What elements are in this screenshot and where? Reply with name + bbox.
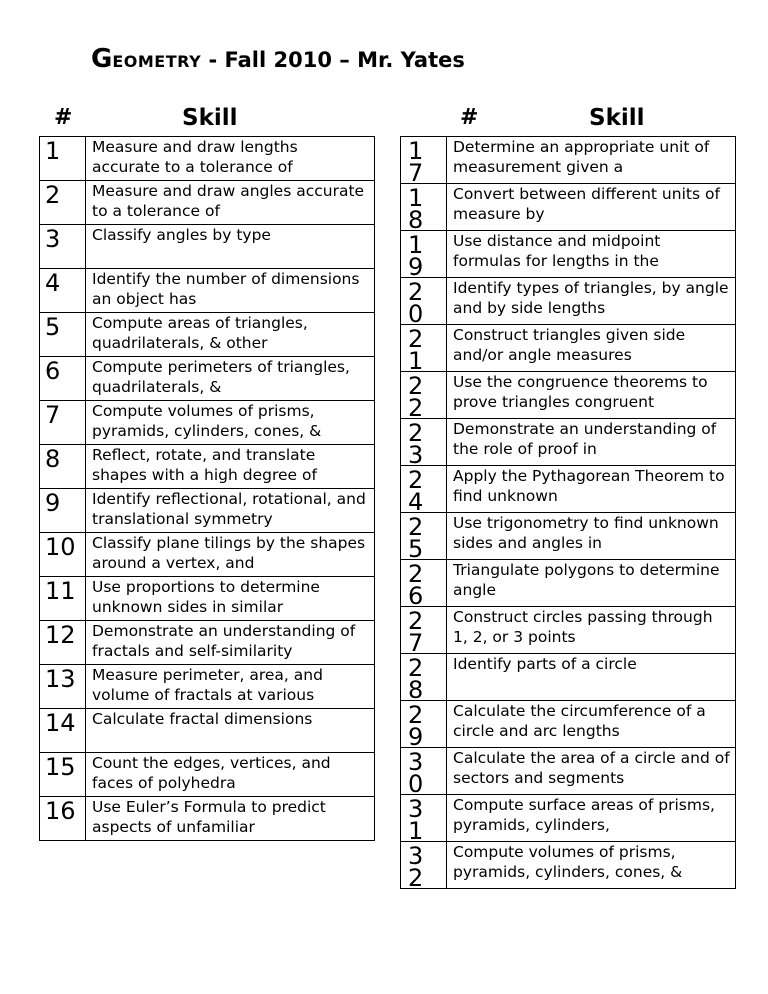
skill-row [40, 533, 375, 577]
skill-description-cell [86, 577, 375, 621]
skill-row [40, 357, 375, 401]
skill-number-cell [401, 231, 447, 278]
skill-row [40, 753, 375, 797]
skill-row [401, 184, 736, 231]
skill-description: Calculate fractal dimensions [92, 710, 313, 728]
skill-description-cell [86, 357, 375, 401]
skill-number: 2 [45, 181, 61, 209]
skill-description-cell [447, 466, 736, 513]
skill-row [401, 842, 736, 889]
skill-description: Determine an appropriate unit of measurement given a [453, 138, 710, 176]
skill-row [401, 372, 736, 419]
skill-description: Measure and draw lengths accurate to a tolerance of [92, 138, 298, 176]
skill-description: Compute volumes of prisms, pyramids, cylinders, cones, & [92, 402, 322, 440]
skill-row [40, 269, 375, 313]
skill-number-cell [40, 621, 86, 665]
skill-number-cell [40, 577, 86, 621]
skill-row [40, 137, 375, 181]
skill-number-cell [40, 797, 86, 841]
skill-description-cell [86, 269, 375, 313]
skill-number-cell [40, 269, 86, 313]
skill-description: Use trigonometry to find unknown sides and angles in [453, 514, 719, 552]
page-title [91, 46, 465, 72]
number-column-header: # [54, 105, 73, 130]
skill-number: 27 [408, 607, 424, 653]
skill-row [401, 748, 736, 795]
skill-description-cell [86, 401, 375, 445]
skill-number: 26 [408, 560, 424, 606]
skill-description-cell [447, 748, 736, 795]
skill-number: 12 [45, 621, 76, 649]
skill-number: 32 [408, 842, 424, 888]
skill-row [401, 466, 736, 513]
skill-description-cell [86, 797, 375, 841]
skill-description: Compute perimeters of triangles, quadrilaterals, & [92, 358, 350, 396]
skill-row [40, 181, 375, 225]
skill-number-cell [401, 184, 447, 231]
skill-row [40, 797, 375, 841]
title-suffix: - Fall 2010 – Mr. Yates [201, 48, 465, 72]
skill-description: Classify angles by type [92, 226, 271, 244]
skill-description: Use the congruence theorems to prove triangles congruent [453, 373, 708, 411]
skill-number: 28 [408, 654, 424, 700]
skill-description-cell [447, 513, 736, 560]
skill-description-cell [86, 621, 375, 665]
skills-column-right [400, 104, 736, 889]
skills-table-right [400, 136, 736, 889]
skill-description: Demonstrate an understanding of the role of proof in [453, 420, 717, 458]
skill-number-cell [401, 466, 447, 513]
skill-description-cell [447, 607, 736, 654]
skill-description: Use proportions to determine unknown sides in similar [92, 578, 320, 616]
skill-description-cell [447, 419, 736, 466]
skill-number-cell [40, 137, 86, 181]
skill-number-cell [40, 665, 86, 709]
skill-description: Reflect, rotate, and translate shapes with a high degree of [92, 446, 317, 484]
skill-number: 20 [408, 278, 424, 324]
skill-number: 4 [45, 269, 61, 297]
skill-row [40, 445, 375, 489]
skill-description-cell [447, 137, 736, 184]
number-column-header: # [460, 105, 479, 130]
skill-row [40, 489, 375, 533]
skill-description-cell [86, 313, 375, 357]
skill-row [40, 709, 375, 753]
skill-row [40, 621, 375, 665]
skill-column-header: Skill [589, 105, 645, 131]
skill-number-cell [401, 372, 447, 419]
skill-description-cell [447, 560, 736, 607]
skill-number: 13 [45, 665, 76, 693]
skill-number-cell [401, 419, 447, 466]
skill-description: Identify types of triangles, by angle and by side lengths [453, 279, 729, 317]
skill-number-cell [401, 701, 447, 748]
skill-row [401, 701, 736, 748]
skill-description: Use distance and midpoint formulas for lengths in the [453, 232, 661, 270]
skill-number: 1 [45, 137, 61, 165]
skill-number-cell [40, 357, 86, 401]
skill-number: 15 [45, 753, 76, 781]
skill-description: Measure perimeter, area, and volume of fractals at various [92, 666, 323, 704]
skill-description-cell [447, 325, 736, 372]
skill-number: 8 [45, 445, 61, 473]
skill-row [401, 325, 736, 372]
skill-description: Identify the number of dimensions an object has [92, 270, 360, 308]
skill-column-header: Skill [182, 105, 238, 131]
skill-number-cell [401, 137, 447, 184]
skill-description: Compute surface areas of prisms, pyramids, cylinders, [453, 796, 715, 834]
skill-number: 5 [45, 313, 61, 341]
skill-number-cell [40, 225, 86, 269]
skill-description-cell [86, 225, 375, 269]
skill-row [40, 313, 375, 357]
skill-description-cell [447, 372, 736, 419]
title-small-caps: EOMETRY [112, 52, 202, 71]
skill-description-cell [447, 701, 736, 748]
skill-row [401, 419, 736, 466]
skill-number: 14 [45, 709, 76, 737]
skill-description-cell [86, 445, 375, 489]
skill-description-cell [447, 184, 736, 231]
skill-number: 30 [408, 748, 424, 794]
skill-description-cell [86, 181, 375, 225]
skill-number: 3 [45, 225, 61, 253]
skill-number-cell [401, 607, 447, 654]
skill-number-cell [40, 753, 86, 797]
skill-number-cell [40, 489, 86, 533]
skill-number-cell [401, 795, 447, 842]
skill-number: 16 [45, 797, 76, 825]
skill-number-cell [401, 842, 447, 889]
skill-description-cell [86, 533, 375, 577]
column-header-right [400, 104, 736, 136]
skill-description: Measure and draw angles accurate to a tolerance of [92, 182, 365, 220]
skill-description-cell [86, 665, 375, 709]
skill-description-cell [86, 753, 375, 797]
skill-number: 31 [408, 795, 424, 841]
skill-row [401, 513, 736, 560]
skill-row [401, 278, 736, 325]
skill-row [401, 607, 736, 654]
skill-row [40, 401, 375, 445]
skill-number-cell [401, 513, 447, 560]
skill-description: Triangulate polygons to determine angle [453, 561, 720, 599]
skill-description: Construct circles passing through 1, 2, or 3 points [453, 608, 713, 646]
skill-description-cell [447, 842, 736, 889]
skill-description: Identify parts of a circle [453, 655, 637, 673]
skill-number: 24 [408, 466, 424, 512]
skill-number: 10 [45, 533, 76, 561]
skill-description-cell [86, 489, 375, 533]
skill-description: Demonstrate an understanding of fractals and self-similarity [92, 622, 356, 660]
skill-description: Convert between different units of measure by [453, 185, 720, 223]
skill-number: 9 [45, 489, 61, 517]
skill-number: 18 [408, 184, 424, 230]
skill-row [401, 560, 736, 607]
skill-number-cell [401, 748, 447, 795]
skill-description: Calculate the area of a circle and of sectors and segments [453, 749, 730, 787]
skill-description: Compute volumes of prisms, pyramids, cylinders, cones, & [453, 843, 683, 881]
skill-number-cell [40, 181, 86, 225]
skill-description: Identify reflectional, rotational, and translational symmetry [92, 490, 366, 528]
skill-number-cell [40, 445, 86, 489]
skill-description-cell [86, 137, 375, 181]
column-header-left [39, 104, 375, 136]
skill-description: Construct triangles given side and/or angle measures [453, 326, 686, 364]
skill-number: 22 [408, 372, 424, 418]
skill-description: Classify plane tilings by the shapes around a vertex, and [92, 534, 366, 572]
skill-row [401, 231, 736, 278]
skill-number-cell [401, 560, 447, 607]
skill-number-cell [401, 278, 447, 325]
skill-row [401, 137, 736, 184]
skill-description: Calculate the circumference of a circle and arc lengths [453, 702, 706, 740]
skill-description-cell [447, 654, 736, 701]
skill-row [40, 225, 375, 269]
skill-description-cell [86, 709, 375, 753]
skill-description-cell [447, 278, 736, 325]
skill-row [40, 665, 375, 709]
skill-number: 17 [408, 137, 424, 183]
skill-number: 29 [408, 701, 424, 747]
skill-description-cell [447, 231, 736, 278]
skill-number: 25 [408, 513, 424, 559]
skill-number: 6 [45, 357, 61, 385]
skill-number: 23 [408, 419, 424, 465]
skill-row [401, 654, 736, 701]
skill-description: Count the edges, vertices, and faces of polyhedra [92, 754, 331, 792]
skill-number: 21 [408, 325, 424, 371]
skill-number: 11 [45, 577, 76, 605]
skill-description: Compute areas of triangles, quadrilaterals, & other [92, 314, 308, 352]
skill-number-cell [40, 401, 86, 445]
title-initial: G [91, 44, 113, 74]
skills-table-left [39, 136, 375, 841]
skill-description: Apply the Pythagorean Theorem to find unknown [453, 467, 725, 505]
skill-row [401, 795, 736, 842]
skill-number-cell [40, 313, 86, 357]
skills-column-left [39, 104, 375, 841]
skill-description-cell [447, 795, 736, 842]
skill-number-cell [401, 325, 447, 372]
skill-number-cell [40, 533, 86, 577]
skill-description: Use Euler’s Formula to predict aspects of unfamiliar [92, 798, 326, 836]
skill-number: 7 [45, 401, 61, 429]
skill-number: 19 [408, 231, 424, 277]
skill-number-cell [401, 654, 447, 701]
skill-number-cell [40, 709, 86, 753]
skill-row [40, 577, 375, 621]
